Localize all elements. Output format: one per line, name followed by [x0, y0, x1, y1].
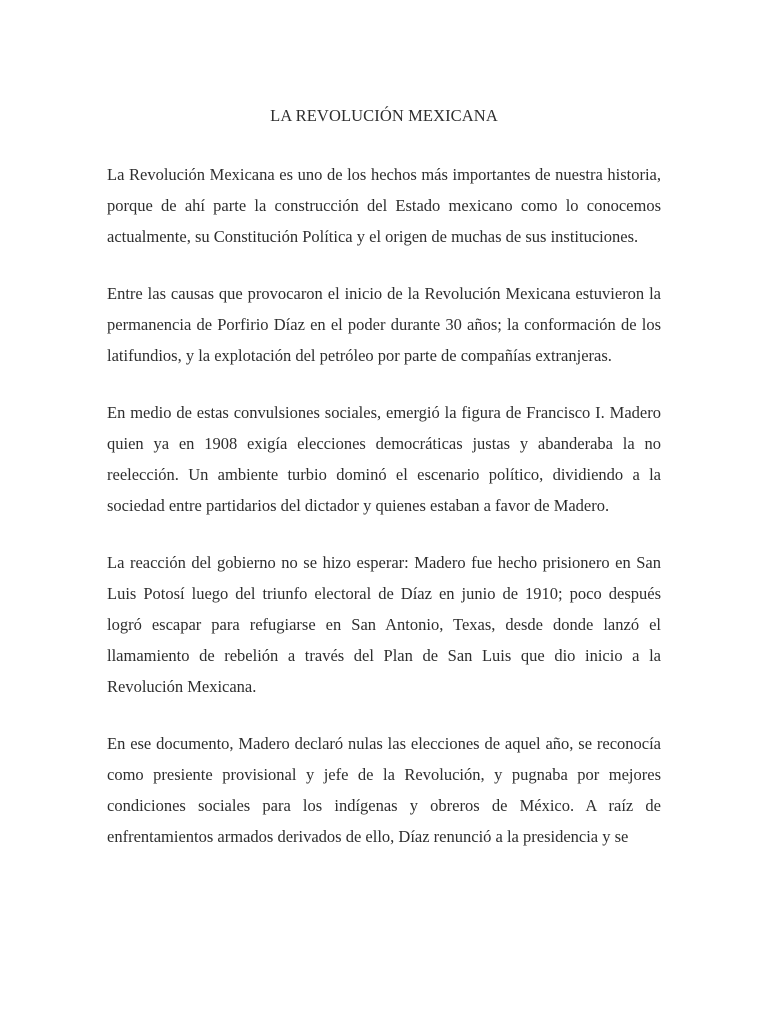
- paragraph-4: La reacción del gobierno no se hizo esperar: Madero fue hecho prisionero en San Luis Potosí luego del triunfo electoral de Díaz en junio de 1910; poco después logró escapar para refugiarse en San Antonio, Texas, desde donde lanzó el llamamiento de rebelión a través del Plan de San Luis que dio inicio a la Revolución Mexicana.: [107, 553, 661, 696]
- document-body: [107, 159, 661, 878]
- paragraph-2: Entre las causas que provocaron el inicio de la Revolución Mexicana estuvieron la permanencia de Porfirio Díaz en el poder durante 30 años; la conformación de los latifundios, y la explotación del petróleo por parte de compañías extranjeras.: [107, 284, 661, 365]
- paragraph-5: En ese documento, Madero declaró nulas las elecciones de aquel año, se reconocía como presiente provisional y jefe de la Revolución, y pugnaba por mejores condiciones sociales para los indígenas y obreros de México. A raíz de enfrentamientos armados derivados de ello, Díaz renunció a la presidencia y se: [107, 734, 661, 846]
- document-title: LA REVOLUCIÓN MEXICANA: [270, 106, 498, 125]
- paragraph-3: En medio de estas convulsiones sociales, emergió la figura de Francisco I. Madero quien ya en 1908 exigía elecciones democráticas justas y abanderaba la no reelección. Un ambiente turbio dominó el escenario político, dividiendo a la sociedad entre partidarios del dictador y quienes estaban a favor de Madero.: [107, 403, 661, 515]
- paragraph-1: La Revolución Mexicana es uno de los hechos más importantes de nuestra historia, porque de ahí parte la construcción del Estado mexicano como lo conocemos actualmente, su Constitución Política y el origen de muchas de sus instituciones.: [107, 165, 661, 246]
